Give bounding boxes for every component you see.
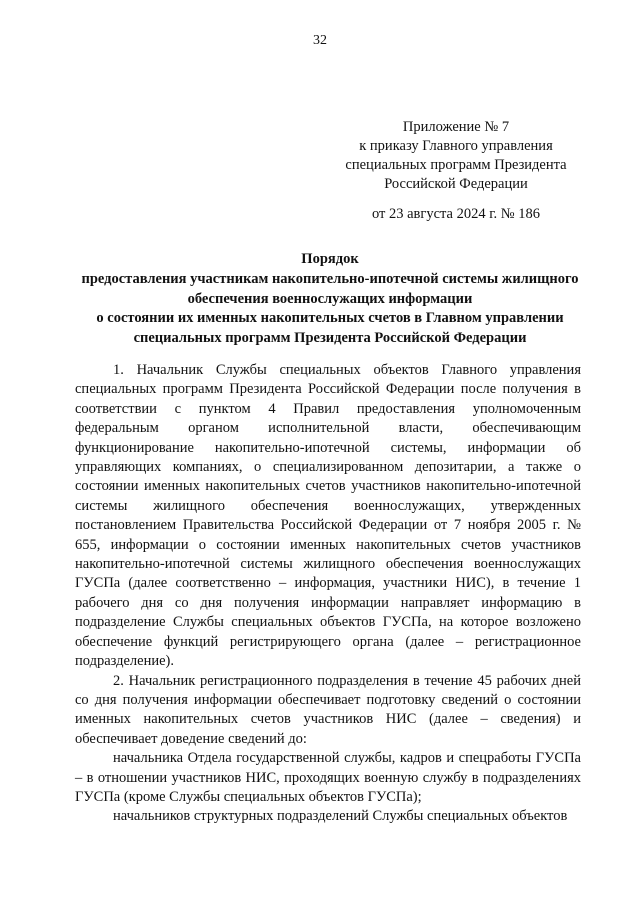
document-title: Порядок — [301, 251, 359, 267]
document-body — [75, 361, 581, 827]
appendix-header — [336, 118, 576, 194]
subtitle-line: о состоянии их именных накопительных счетов в Главном управлении — [96, 310, 564, 326]
appendix-line: Приложение № 7 — [402, 119, 510, 135]
subtitle-line: обеспечения военнослужащих информации — [187, 290, 473, 307]
subtitle-line: предоставления участникам накопительно-ипотечной системы жилищного — [81, 271, 579, 287]
order-date: от 23 августа 2024 г. № 186 — [371, 206, 541, 222]
subtitle-line: специальных программ Президента Российской Федерации — [133, 329, 527, 346]
document-subtitle — [70, 270, 590, 348]
appendix-line: специальных программ Президента — [345, 157, 567, 173]
paragraph-1: 1. Начальник Службы специальных объектов Главного управления специальных программ Президента Российской Федерации после получения в соответствии с пунктом 4 Правил предоставления уполномоченным федеральным органом исполнительной власти, обеспечивающим функционирование накопительно-ипотечной системы, информации об управляющих компаниях, о специализированном депозитарии, а также о состоянии именных накопительных счетов участников накопительно-ипотечной системы жилищного обеспечения военнослужащих, утвержденных постановлением Правительства Российской Федерации от 7 ноября 2005 г. № 655, информации о состоянии именных накопительных счетов участников накопительно-ипотечной системы жилищного обеспечения военнослужащих ГУСПа (далее соответственно – информация, участники НИС), в течение 1 рабочего дня со дня получения информации направляет информацию в подразделение Службы специальных объектов ГУСПа, на которое возложено обеспечение функций регистрирующего органа (далее – регистрационное подразделение). — [75, 362, 581, 670]
paragraph-2: 2. Начальник регистрационного подразделения в течение 45 рабочих дней со дня получения информации обеспечивает подготовку сведений о состоянии именных накопительных счетов участников НИС (далее – сведения) и обеспечивает доведение сведений до: — [75, 672, 581, 747]
page-number: 32 — [313, 33, 327, 48]
appendix-line: к приказу Главного управления — [359, 138, 553, 154]
appendix-line: Российской Федерации — [384, 176, 528, 192]
paragraph-4: начальников структурных подразделений Службы специальных объектов — [113, 808, 568, 825]
paragraph-3: начальника Отдела государственной службы, кадров и спецработы ГУСПа – в отношении участников НИС, проходящих военную службу в подразделениях ГУСПа (кроме Службы специальных объектов ГУСПа); — [75, 750, 581, 805]
